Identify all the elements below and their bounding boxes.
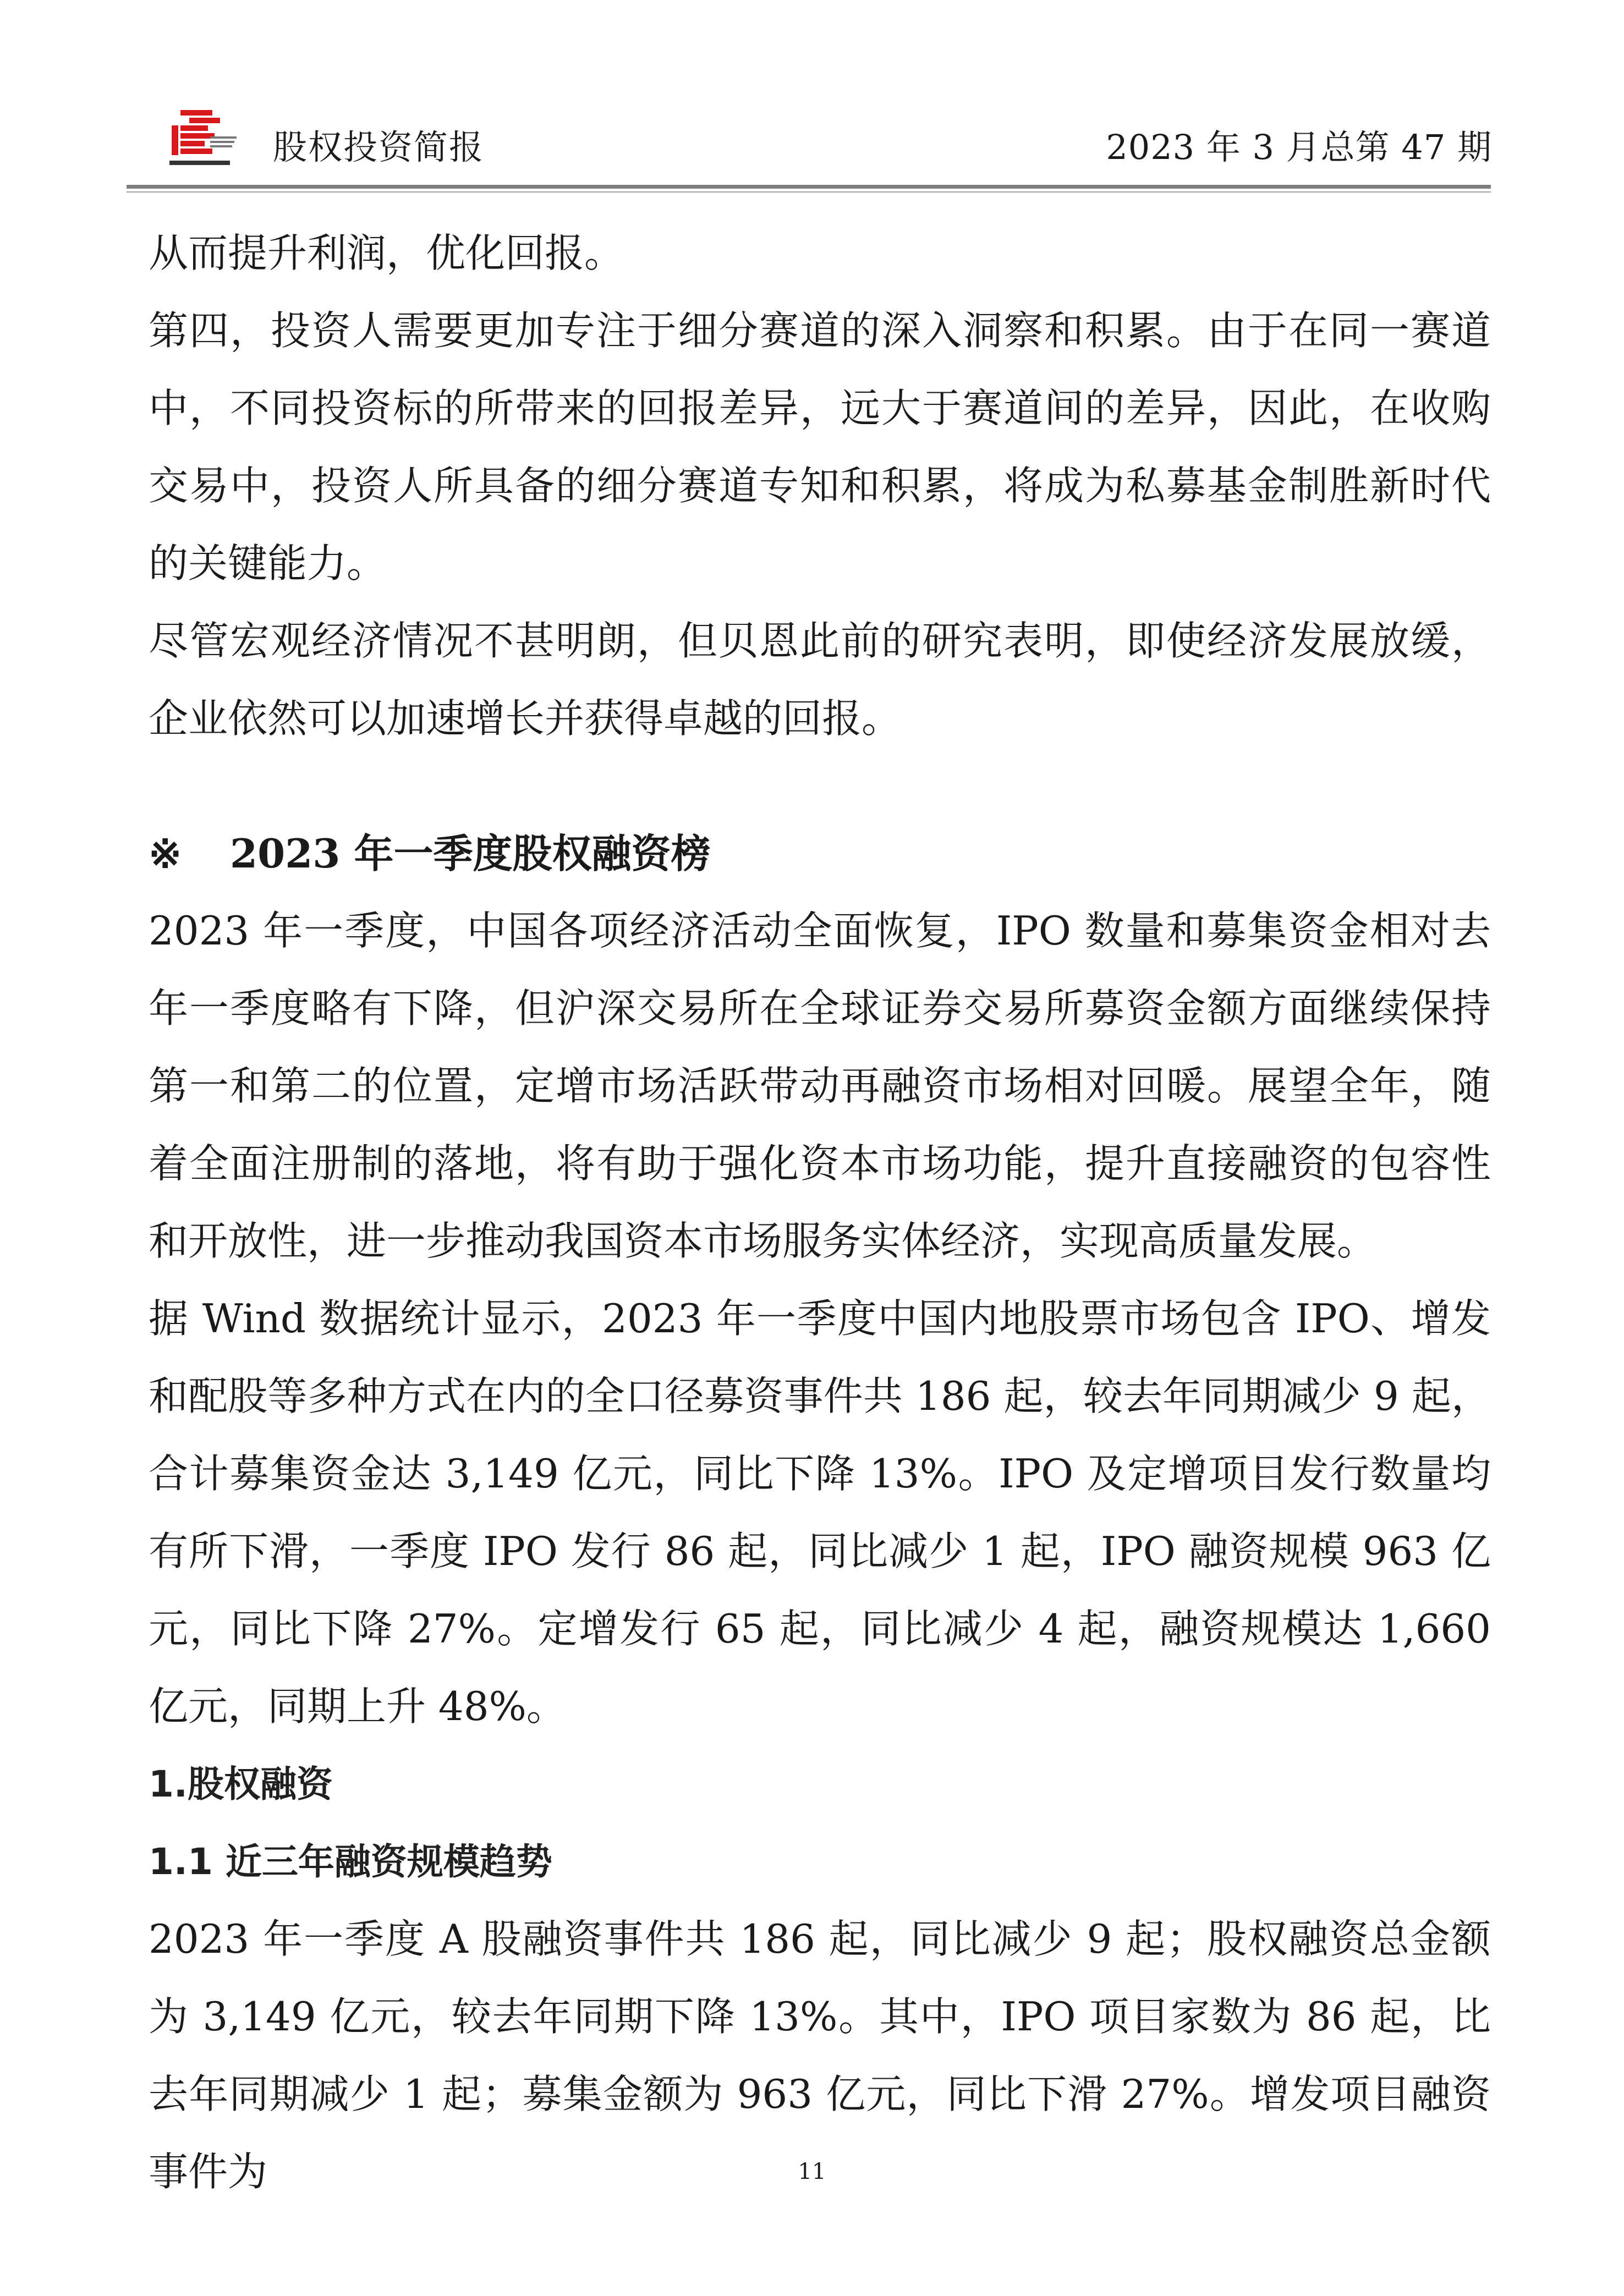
paragraph: 第四，投资人需要更加专注于细分赛道的深入洞察和积累。由于在同一赛道中，不同投资标的所带来的回报差异，远大于赛道间的差异，因此，在收购交易中，投资人所具备的细分赛道专知和积累，将成为私募基金制胜新时代的关键能力。 <box>149 307 1491 586</box>
page-content <box>149 215 1491 2211</box>
paragraph: 尽管宏观经济情况不甚明朗，但贝恩此前的研究表明，即使经济发展放缓，企业依然可以加速增长并获得卓越的回报。 <box>149 618 1491 741</box>
heading-equity-financing: 1.股权融资 <box>149 1763 333 1805</box>
page-header <box>0 0 1624 198</box>
reference-mark: ※ <box>149 830 182 877</box>
paragraph: 从而提升利润，优化回报。 <box>149 230 624 276</box>
section-heading <box>149 815 1491 892</box>
section-title: 2023 年一季度股权融资榜 <box>230 830 711 877</box>
paragraph: 据 Wind 数据统计显示，2023 年一季度中国内地股票市场包含 IPO、增发和配股等多种方式在内的全口径募资事件共 186 起，较去年同期减少 9 起，合计募集资金达 3,149 亿元，同比下降 13%。IPO 及定增项目发行数量均有所下滑，一季度 IPO 发行 86 起，同比减少 1 起，IPO 融资规模 963 亿元，同比下降 27%。定增发行 65 起，同比减少 4 起，融资规模达 1,660 亿元，同期上升 48%。 <box>149 1295 1491 1729</box>
section-spacer <box>149 757 1491 815</box>
heading-financing-trend: 1.1 近三年融资规模趋势 <box>149 1841 552 1883</box>
association-logo-icon <box>164 106 241 172</box>
header-divider-thin <box>127 191 1491 193</box>
header-divider <box>127 185 1491 189</box>
issue-label: 2023 年 3 月总第 47 期 <box>1106 127 1492 167</box>
paragraph: 2023 年一季度，中国各项经济活动全面恢复，IPO 数量和募集资金相对去年一季度略有下降，但沪深交易所在全球证券交易所募资金额方面继续保持第一和第二的位置，定增市场活跃带动再融资市场相对回暖。展望全年，随着全面注册制的落地，将有助于强化资本市场功能，提升直接融资的包容性和开放性，进一步推动我国资本市场服务实体经济，实现高质量发展。 <box>149 908 1491 1264</box>
publication-title: 股权投资简报 <box>273 127 485 167</box>
page-number: 11 <box>798 2159 826 2184</box>
paragraph: 2023 年一季度 A 股融资事件共 186 起，同比减少 9 起；股权融资总金额为 3,149 亿元，较去年同期下降 13%。其中，IPO 项目家数为 86 起，比去年同期减少 1 起；募集金额为 963 亿元，同比下滑 27%。增发项目融资事件为 <box>149 1916 1491 2195</box>
